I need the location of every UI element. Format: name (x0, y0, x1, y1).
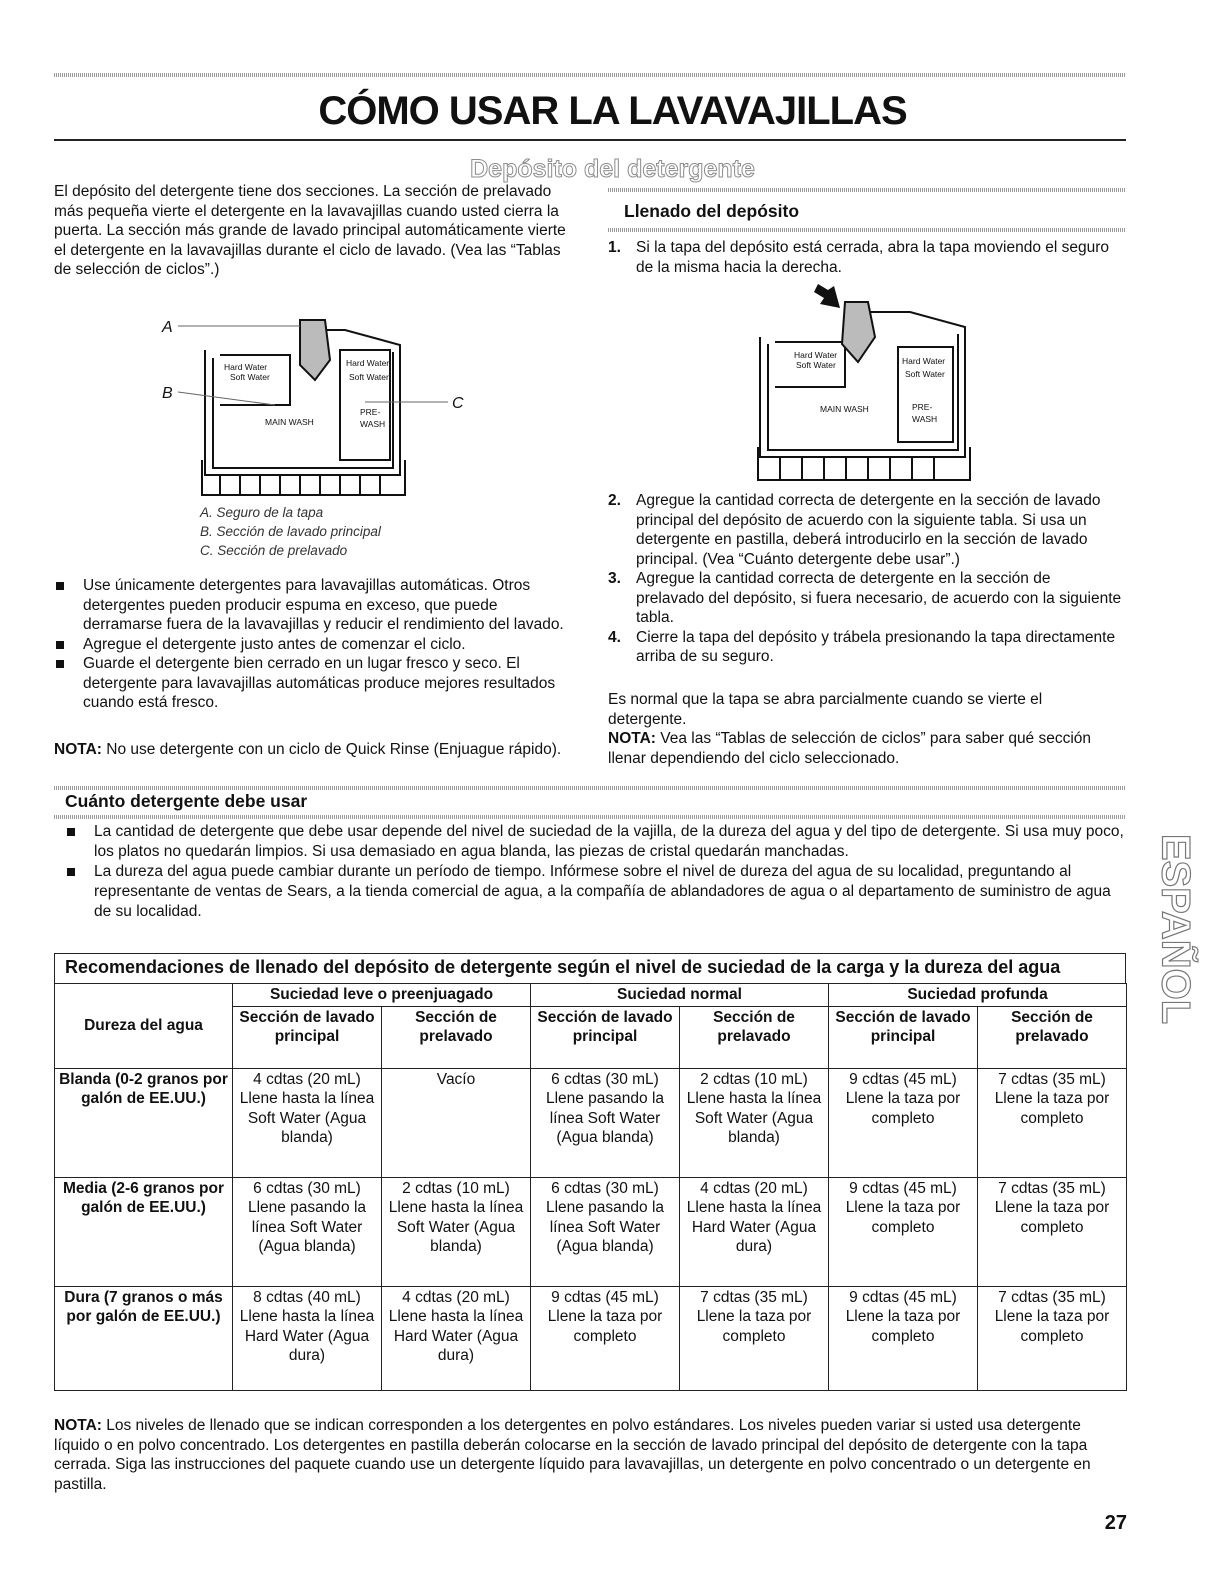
cuanto-bullet-list (66, 822, 1126, 922)
table-row (55, 1286, 1127, 1390)
sub-header: Sección de prelavado (382, 1006, 531, 1068)
side-tab-label: ESPAÑOL (1153, 833, 1198, 1025)
table-cell: 4 cdtas (20 mL) Llene hasta la línea Hard Water (Agua dura) (382, 1286, 531, 1390)
right-hatch-top (608, 188, 1126, 192)
table-cell: 6 cdtas (30 mL) Llene pasando la línea Soft Water (Agua blanda) (233, 1177, 382, 1286)
fig1-soft-water-2: Soft Water (349, 372, 389, 382)
cuanto-heading: Cuánto detergente debe usar (65, 791, 308, 811)
table-cell: 7 cdtas (35 mL) Llene la taza por completo (680, 1286, 829, 1390)
step-text: Agregue la cantidad correcta de detergente en la sección de prelavado del depósito, si fuera necesario, de acuerdo con la siguiente tabla. (636, 570, 1122, 626)
fig1-label-b: B (162, 385, 173, 402)
table-cell: 8 cdtas (40 mL) Llene hasta la línea Hard Water (Agua dura) (233, 1286, 382, 1390)
fig1-label-c: C (452, 395, 464, 412)
table-title: Recomendaciones de llenado del depósito de detergente según el nivel de suciedad de la carga y la dureza del agua (54, 953, 1126, 983)
table-cell: Vacío (382, 1068, 531, 1177)
right-hatch-bottom (608, 228, 1126, 232)
group-header: Suciedad profunda (829, 984, 1127, 1007)
right-note-label: NOTA: (608, 730, 656, 747)
fig2-soft-water: Soft Water (796, 360, 836, 370)
right-heading: Llenado del depósito (624, 201, 800, 221)
table-cell: 2 cdtas (10 mL) Llene hasta la línea Soft Water (Agua blanda) (382, 1177, 531, 1286)
fig1-soft-water: Soft Water (230, 372, 270, 382)
section-title: Depósito del detergente (470, 155, 755, 183)
right-normal-text (608, 690, 1122, 768)
list-item: Agregue el detergente justo antes de comenzar el ciclo. (55, 635, 567, 655)
fig1-hard-water-2: Hard Water (346, 358, 390, 368)
table-cell: 6 cdtas (30 mL) Llene pasando la línea Soft Water (Agua blanda) (531, 1177, 680, 1286)
list-item: La cantidad de detergente que debe usar depende del nivel de suciedad de la vajilla, de la dureza del agua y del tipo de detergente. Si usa muy poco, los platos no quedarán limpios. Si usa demasiado en agua blanda, las piezas de cristal quedarán manchadas. (66, 822, 1126, 862)
cuanto-hatch-top (54, 786, 1126, 790)
row-header: Media (2-6 granos por galón de EE.UU.) (55, 1177, 233, 1286)
sub-header: Sección de prelavado (680, 1006, 829, 1068)
row-header: Dura (7 granos o más por galón de EE.UU.) (55, 1286, 233, 1390)
table-cell: 7 cdtas (35 mL) Llene la taza por completo (978, 1286, 1127, 1390)
step-number: 3. (608, 570, 621, 587)
figure-captions (200, 503, 460, 560)
table (54, 983, 1127, 1391)
row-header: Blanda (0-2 granos por galón de EE.UU.) (55, 1068, 233, 1177)
bottom-note (54, 1416, 1129, 1494)
right-note-text: Vea las “Tablas de selección de ciclos” para saber qué sección llenar dependiendo del ciclo seleccionado. (608, 730, 1092, 767)
sub-header: Sección de lavado principal (829, 1006, 978, 1068)
bottom-note-text: Los niveles de llenado que se indican corresponden a los detergentes en polvo estándares. Los niveles pueden variar si usted usa detergente líquido o en polvo concentrado. Los detergentes en pastilla deberán colocarse en la sección de lavado principal del depósito de detergente con la tapa cerrada. Siga las instrucciones del paquete cuando use un detergente líquido para lavavajillas, un detergente en polvo concentrado o un detergente en pastilla. (54, 1417, 1091, 1493)
fig1-label-a: A (162, 319, 173, 336)
caption-a: A. Seguro de la tapa (200, 505, 324, 520)
fig2-soft-water-2: Soft Water (905, 369, 945, 379)
step-number: 2. (608, 492, 621, 509)
fig1-wash: WASH (360, 419, 386, 429)
table-cell: 2 cdtas (10 mL) Llene hasta la línea Soft Water (Agua blanda) (680, 1068, 829, 1177)
table-cell: 4 cdtas (20 mL) Llene hasta la línea Soft Water (Agua blanda) (233, 1068, 382, 1177)
fig1-main-wash: MAIN WASH (265, 417, 314, 427)
table-cell: 9 cdtas (45 mL) Llene la taza por completo (531, 1286, 680, 1390)
right-steps-list (608, 491, 1122, 667)
list-item (608, 569, 1122, 628)
table-cell: 9 cdtas (45 mL) Llene la taza por completo (829, 1068, 978, 1177)
title-rule (54, 139, 1126, 141)
left-bullet-list (55, 576, 567, 713)
table-cell: 7 cdtas (35 mL) Llene la taza por completo (978, 1068, 1127, 1177)
left-note-text: No use detergente con un ciclo de Quick Rinse (Enjuague rápido). (101, 741, 562, 758)
list-item (608, 491, 1122, 569)
left-note-label: NOTA: (54, 741, 102, 758)
right-note (608, 729, 1122, 768)
list-item (608, 628, 1122, 667)
step-text: Si la tapa del depósito está cerrada, abra la tapa moviendo el seguro de la misma hacia la derecha. (636, 239, 1110, 276)
intro-text: El depósito del detergente tiene dos secciones. La sección de prelavado más pequeña vierte el detergente en la lavavajillas cuando usted cierra la puerta. La sección más grande de lavado principal automáticamente vierte el detergente en la lavavajillas durante el ciclo de lavado. (Vea las “Tablas de selección de ciclos”.) (54, 183, 566, 278)
normal-text: Es normal que la tapa se abra parcialmente cuando se vierte el detergente. (608, 691, 1043, 728)
caption-c: C. Sección de prelavado (200, 543, 348, 558)
step-number: 4. (608, 628, 621, 646)
detergent-table (54, 953, 1126, 1391)
top-hatch-rule (54, 73, 1126, 77)
table-cell: 7 cdtas (35 mL) Llene la taza por completo (978, 1177, 1127, 1286)
dispenser-diagram-closed (150, 310, 480, 500)
group-header: Suciedad normal (531, 984, 829, 1007)
step-text: Agregue la cantidad correcta de detergente en la sección de lavado principal del depósito de acuerdo con la siguiente tabla. Si usa un detergente en pastilla, deberá introducirlo en la sección de lavado principal. (Vea “Cuánto detergente debe usar”.) (636, 492, 1101, 568)
group-header: Suciedad leve o preenjuagado (233, 984, 531, 1007)
table-cell: 6 cdtas (30 mL) Llene pasando la línea Soft Water (Agua blanda) (531, 1068, 680, 1177)
fig2-hard-water: Hard Water (794, 350, 838, 360)
table-cell: 4 cdtas (20 mL) Llene hasta la línea Hard Water (Agua dura) (680, 1177, 829, 1286)
caption-b: B. Sección de lavado principal (200, 524, 381, 539)
fig2-main-wash: MAIN WASH (820, 404, 869, 414)
dispenser-diagram-open (750, 282, 990, 482)
fig2-hard-water-2: Hard Water (902, 356, 946, 366)
page-title: CÓMO USAR LA LAVAVAJILLAS (318, 89, 907, 133)
list-item: La dureza del agua puede cambiar durante un período de tiempo. Infórmese sobre el nivel de dureza del agua de su localidad, preguntando al representante de ventas de Sears, a la tienda comercial de agua, a la compañía de ablandadores de agua o al departamento de suministro de agua de su localidad. (66, 862, 1126, 922)
fig1-hard-water: Hard Water (224, 362, 268, 372)
step-number: 1. (608, 239, 621, 256)
table-row (55, 1177, 1127, 1286)
list-item: Guarde el detergente bien cerrado en un lugar fresco y seco. El detergente para lavavajillas automáticas produce mejores resultados cuando está fresco. (55, 654, 567, 713)
sub-header: Sección de lavado principal (531, 1006, 680, 1068)
sub-header: Sección de lavado principal (233, 1006, 382, 1068)
table-cell: 9 cdtas (45 mL) Llene la taza por completo (829, 1177, 978, 1286)
step-text: Cierre la tapa del depósito y trábela presionando la tapa directamente arriba de su seguro. (636, 628, 1116, 665)
list-item (608, 238, 1122, 277)
espanol-side-tab (1153, 815, 1198, 1043)
fig2-wash: WASH (912, 414, 938, 424)
intro-paragraph (54, 182, 574, 280)
list-item: Use únicamente detergentes para lavavajillas automáticas. Otros detergentes pueden producir espuma en exceso, que puede derramarse fuera de la lavavajillas y reducir el rendimiento del lavado. (55, 576, 567, 635)
bottom-note-label: NOTA: (54, 1417, 102, 1434)
table-cell: 9 cdtas (45 mL) Llene la taza por completo (829, 1286, 978, 1390)
right-step-1 (608, 238, 1122, 277)
table-header-row (55, 984, 1127, 1007)
fig2-pre: PRE- (912, 402, 933, 412)
left-note (54, 740, 574, 760)
table-row (55, 1068, 1127, 1177)
fig1-pre: PRE- (360, 407, 381, 417)
arrow-icon (814, 284, 840, 308)
table-corner-header: Dureza del agua (55, 984, 233, 1069)
sub-header: Sección de prelavado (978, 1006, 1127, 1068)
page-number: 27 (1104, 1512, 1127, 1534)
cuanto-hatch-bottom (54, 815, 1126, 819)
